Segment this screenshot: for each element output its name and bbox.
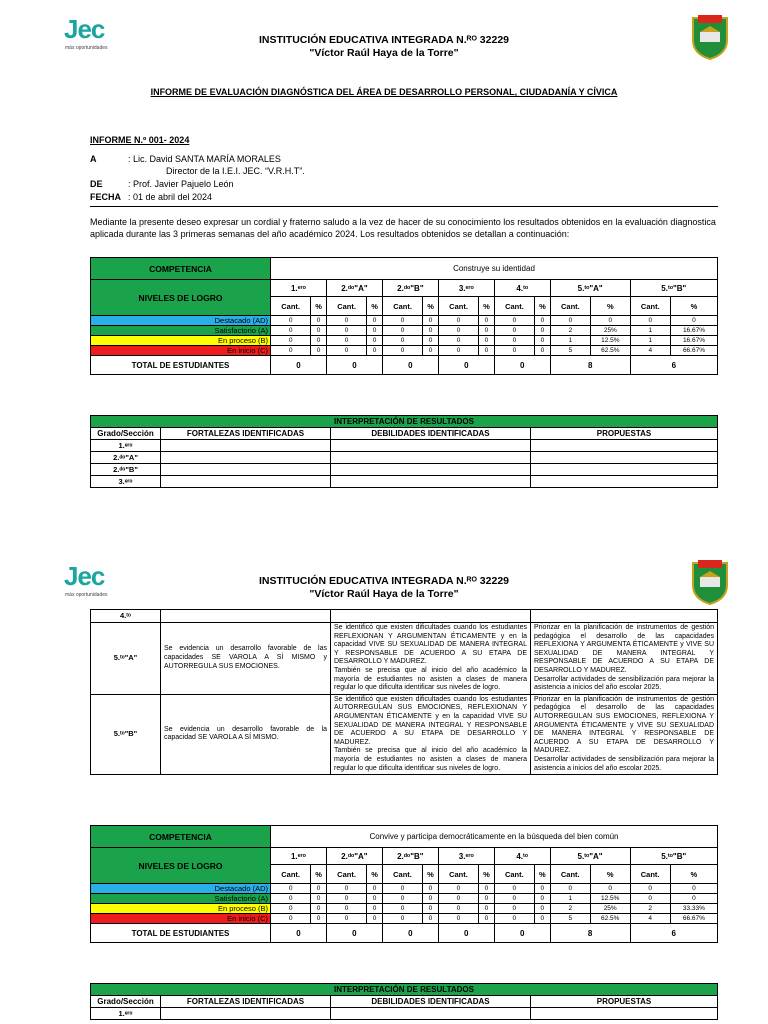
pct-header: %	[311, 297, 327, 316]
competence-label: COMPETENCIA	[91, 258, 271, 280]
grade-cell: 4.ᵗᵒ	[91, 610, 161, 623]
interpretation-table-1	[90, 415, 718, 488]
value-cell: 0	[367, 904, 383, 914]
cant-header: Cant.	[326, 297, 366, 316]
level-inicio: En inicio (C)	[91, 346, 271, 356]
level-row	[91, 316, 718, 326]
value-cell: 0	[311, 914, 327, 924]
pct-header: %	[423, 865, 439, 884]
value-cell: 0	[311, 316, 327, 326]
col-proposals: PROPUESTAS	[531, 428, 718, 440]
grade-header: 5.ᵗᵒ"A"	[550, 848, 630, 865]
value-cell: 1	[550, 336, 590, 346]
value-cell: 0	[382, 346, 422, 356]
grade-header: 5.ᵗᵒ"B"	[630, 280, 717, 297]
total-cell: 0	[326, 356, 382, 375]
interpretation-title: INTERPRETACIÓN DE RESULTADOS	[91, 984, 718, 996]
value-cell: 0	[311, 326, 327, 336]
value-cell: 0	[271, 914, 311, 924]
value-cell: 0	[423, 904, 439, 914]
cant-header: Cant.	[382, 865, 422, 884]
total-cell: 8	[550, 924, 630, 943]
value-cell: 0	[423, 336, 439, 346]
value-cell: 0	[438, 884, 478, 894]
jec-tagline: más oportunidades	[65, 592, 108, 598]
value-cell: 0	[494, 904, 534, 914]
value-cell: 0	[535, 336, 551, 346]
interpretation-title: INTERPRETACIÓN DE RESULTADOS	[91, 416, 718, 428]
value-cell: 0	[423, 316, 439, 326]
total-row	[91, 924, 718, 943]
grade-cell: 5.ᵗᵒ"B"	[91, 694, 161, 774]
value-cell: 2	[630, 904, 670, 914]
value-cell: 0	[438, 904, 478, 914]
cant-header: Cant.	[630, 297, 670, 316]
school-name: "Víctor Raúl Haya de la Torre"	[309, 588, 459, 600]
value-cell: 0	[534, 914, 550, 924]
value-cell: 0	[479, 914, 495, 924]
cant-header: Cant.	[494, 865, 534, 884]
grade-header: 2.ᵈᵒ"A"	[326, 280, 382, 297]
value-cell: 0	[535, 346, 551, 356]
value-cell: 0	[367, 326, 383, 336]
value-cell: 25%	[590, 904, 630, 914]
cant-header: Cant.	[271, 297, 311, 316]
grade-header: 2.ᵈᵒ"B"	[382, 280, 438, 297]
value-cell: 0	[590, 884, 630, 894]
level-destacado: Destacado (AD)	[91, 316, 271, 326]
pct-header: %	[311, 865, 327, 884]
level-row	[91, 894, 718, 904]
value-cell: 0	[271, 326, 311, 336]
level-satisfactorio: Satisfactorio (A)	[91, 326, 271, 336]
value-cell: 0	[479, 346, 495, 356]
level-inicio: En inicio (C)	[91, 914, 271, 924]
from-value: : Prof. Javier Pajuelo León	[128, 179, 234, 189]
value-cell: 16.67%	[670, 336, 717, 346]
results-table-2	[90, 825, 718, 943]
value-cell: 0	[494, 316, 534, 326]
value-cell: 0	[494, 346, 534, 356]
value-cell: 0	[494, 884, 534, 894]
value-cell: 0	[367, 894, 383, 904]
value-cell: 1	[630, 326, 670, 336]
value-cell: 0	[382, 884, 422, 894]
value-cell: 0	[423, 346, 439, 356]
value-cell: 0	[326, 336, 366, 346]
total-row	[91, 356, 718, 375]
date-value: : 01 de abril del 2024	[128, 192, 213, 202]
grade-header: 3.ᵉʳᵒ	[438, 848, 494, 865]
col-proposals: PROPUESTAS	[531, 996, 718, 1008]
pct-header: %	[479, 865, 495, 884]
value-cell: 0	[670, 884, 717, 894]
value-cell: 0	[550, 316, 590, 326]
pct-header: %	[591, 297, 631, 316]
grade-cell: 2.ᵈᵒ"B"	[91, 464, 161, 476]
value-cell: 0	[479, 904, 495, 914]
value-cell: 0	[423, 326, 439, 336]
value-cell: 0	[311, 336, 327, 346]
col-grade: Grado/Sección	[91, 428, 161, 440]
value-cell: 0	[535, 326, 551, 336]
value-cell: 0	[382, 914, 422, 924]
value-cell: 0	[326, 326, 366, 336]
jec-tagline: más oportunidades	[65, 45, 108, 51]
value-cell: 0	[535, 316, 551, 326]
value-cell: 0	[423, 884, 439, 894]
grade-cell: 1.ᵉʳᵒ	[91, 1008, 161, 1020]
value-cell: 0	[494, 914, 534, 924]
value-cell: 0	[326, 914, 366, 924]
value-cell: 0	[479, 326, 495, 336]
value-cell: 0	[630, 894, 670, 904]
value-cell: 0	[479, 336, 495, 346]
value-cell: 0	[326, 316, 366, 326]
value-cell: 16.67%	[670, 326, 717, 336]
value-cell: 62.5%	[591, 346, 631, 356]
cant-header: Cant.	[271, 865, 311, 884]
pct-header: %	[670, 297, 717, 316]
value-cell: 0	[382, 336, 422, 346]
value-cell: 0	[534, 894, 550, 904]
from-label: DE	[90, 179, 103, 189]
school-shield-icon	[690, 14, 730, 60]
col-strengths: FORTALEZAS IDENTIFICADAS	[161, 428, 331, 440]
value-cell: 0	[534, 904, 550, 914]
value-cell: 0	[479, 884, 495, 894]
value-cell: 0	[494, 336, 534, 346]
to-value: : Lic. David SANTA MARÍA MORALES	[128, 154, 281, 164]
grade-header: 2.ᵈᵒ"B"	[382, 848, 438, 865]
value-cell: 0	[382, 326, 422, 336]
weakness-5b: Se identificó que existen dificultades cuando los estudiantes AUTORREGULAN SUS EMOCIONES, REFLEXIONAN Y ARGUMENTAN ÉTICAMENTE y en la capacidad VIVE SU SEXUALIDAD DE MANERA INTEGRAL Y RESPONSABLE DE ACUERDO A SU ETAPA DE DESARROLLO Y MADUREZ. También se precisa que al inicio del año académico la mayoría de estudiantes no asisten a clases de manera regular lo que dificulta identificar sus niveles de logro.	[331, 694, 531, 774]
total-cell: 0	[438, 356, 494, 375]
value-cell: 0	[479, 894, 495, 904]
value-cell: 0	[311, 904, 327, 914]
value-cell: 25%	[591, 326, 631, 336]
interpretation-table-2	[90, 983, 718, 1020]
grade-header: 5.ᵗᵒ"A"	[550, 280, 630, 297]
value-cell: 0	[534, 884, 550, 894]
level-row	[91, 914, 718, 924]
level-satisfactorio: Satisfactorio (A)	[91, 894, 271, 904]
value-cell: 2	[550, 326, 590, 336]
grade-header: 1.ᵉʳᵒ	[271, 848, 327, 865]
value-cell: 0	[438, 914, 478, 924]
value-cell: 33.33%	[670, 904, 717, 914]
value-cell: 0	[438, 336, 478, 346]
cant-header: Cant.	[438, 297, 478, 316]
jec-logo: Jec	[64, 14, 105, 44]
col-weaknesses: DEBILIDADES IDENTIFICADAS	[331, 428, 531, 440]
cant-header: Cant.	[550, 865, 590, 884]
grade-header: 1.ᵉʳᵒ	[271, 280, 327, 297]
value-cell: 0	[382, 904, 422, 914]
grade-cell: 2.ᵈᵒ"A"	[91, 452, 161, 464]
col-weaknesses: DEBILIDADES IDENTIFICADAS	[331, 996, 531, 1008]
value-cell: 0	[271, 316, 311, 326]
competence-name: Construye su identidad	[271, 258, 718, 280]
total-cell: 0	[326, 924, 382, 943]
total-label: TOTAL DE ESTUDIANTES	[91, 924, 271, 943]
value-cell: 5	[550, 346, 590, 356]
value-cell: 0	[326, 904, 366, 914]
value-cell: 0	[438, 894, 478, 904]
header-2	[0, 555, 768, 610]
value-cell: 0	[311, 884, 327, 894]
cant-header: Cant.	[494, 297, 534, 316]
value-cell: 0	[326, 346, 366, 356]
cant-header: Cant.	[630, 865, 670, 884]
value-cell: 0	[479, 316, 495, 326]
grade-cell: 5.ᵗᵒ"A"	[91, 623, 161, 695]
total-cell: 6	[630, 924, 717, 943]
pct-header: %	[367, 297, 383, 316]
total-cell: 0	[382, 356, 438, 375]
level-proceso: En proceso (B)	[91, 336, 271, 346]
to-role: Director de la I.E.I. JEC. “V.R.H.T”.	[166, 166, 305, 176]
value-cell: 12.5%	[590, 894, 630, 904]
cant-header: Cant.	[438, 865, 478, 884]
institution-title: INSTITUCIÓN EDUCATIVA INTEGRADA N.ᴿᴼ 32229	[258, 575, 510, 587]
value-cell: 0	[271, 884, 311, 894]
cant-header: Cant.	[550, 297, 590, 316]
divider	[90, 206, 718, 207]
competence-name: Convive y participa democráticamente en la búsqueda del bien común	[271, 826, 718, 848]
competence-label: COMPETENCIA	[91, 826, 271, 848]
level-destacado: Destacado (AD)	[91, 884, 271, 894]
value-cell: 0	[271, 336, 311, 346]
value-cell: 0	[630, 884, 670, 894]
value-cell: 0	[271, 904, 311, 914]
level-row	[91, 884, 718, 894]
value-cell: 0	[382, 894, 422, 904]
total-label: TOTAL DE ESTUDIANTES	[91, 356, 271, 375]
report-number: INFORME N.º 001- 2024	[90, 135, 190, 145]
level-proceso: En proceso (B)	[91, 904, 271, 914]
value-cell: 4	[630, 914, 670, 924]
level-row	[91, 346, 718, 356]
value-cell: 0	[367, 316, 383, 326]
pct-header: %	[367, 865, 383, 884]
grade-cell: 3.ᵉʳᵒ	[91, 476, 161, 488]
results-table-1	[90, 257, 718, 375]
header-1	[0, 0, 768, 70]
jec-logo: Jec	[64, 561, 105, 591]
pct-header: %	[535, 297, 551, 316]
col-strengths: FORTALEZAS IDENTIFICADAS	[161, 996, 331, 1008]
total-cell: 8	[550, 356, 630, 375]
value-cell: 62.5%	[590, 914, 630, 924]
value-cell: 0	[438, 346, 478, 356]
value-cell: 0	[326, 894, 366, 904]
value-cell: 0	[367, 346, 383, 356]
grade-header: 4.ᵗᵒ	[494, 280, 550, 297]
level-row	[91, 904, 718, 914]
value-cell: 0	[438, 316, 478, 326]
value-cell: 0	[367, 884, 383, 894]
total-cell: 0	[271, 356, 327, 375]
pct-header: %	[479, 297, 495, 316]
proposal-5a: Priorizar en la planificación de instrumentos de gestión pedagógica el desarrollo de las capacidades REFLEXIONA Y ARGUMENTA ÉTICAMENTE y VIVE SU SEXUALIDAD DE MANERA INTEGRAL Y RESPONSABLE DE ACUERDO A SU ETAPA DE DESARROLLO Y MADUREZ. Desarrollar actividades de sensibilización para mejorar la asistencia a inicios del año escolar 2025.	[531, 623, 718, 695]
strength-5a: Se evidencia un desarrollo favorable de las capacidades SE VAROLA A SÍ MISMO y AUTORREGULA SUS EMOCIONES.	[161, 623, 331, 695]
levels-label: NIVELES DE LOGRO	[91, 280, 271, 316]
level-row	[91, 336, 718, 346]
value-cell: 0	[423, 894, 439, 904]
value-cell: 0	[438, 326, 478, 336]
value-cell: 0	[271, 894, 311, 904]
value-cell: 0	[367, 336, 383, 346]
value-cell: 1	[630, 336, 670, 346]
value-cell: 0	[494, 894, 534, 904]
value-cell: 2	[550, 904, 590, 914]
total-cell: 6	[630, 356, 717, 375]
value-cell: 0	[311, 346, 327, 356]
date-label: FECHA	[90, 192, 121, 202]
grade-header: 2.ᵈᵒ"A"	[326, 848, 382, 865]
value-cell: 0	[326, 884, 366, 894]
value-cell: 0	[311, 894, 327, 904]
value-cell: 0	[550, 884, 590, 894]
value-cell: 0	[670, 316, 717, 326]
value-cell: 0	[423, 914, 439, 924]
cant-header: Cant.	[326, 865, 366, 884]
value-cell: 0	[271, 346, 311, 356]
grade-header: 5.ᵗᵒ"B"	[630, 848, 717, 865]
school-shield-icon	[690, 559, 730, 605]
value-cell: 0	[382, 316, 422, 326]
pct-header: %	[670, 865, 717, 884]
value-cell: 5	[550, 914, 590, 924]
school-name: "Víctor Raúl Haya de la Torre"	[309, 47, 459, 59]
value-cell: 0	[494, 326, 534, 336]
total-cell: 0	[382, 924, 438, 943]
pct-header: %	[590, 865, 630, 884]
grade-header: 4.ᵗᵒ	[494, 848, 550, 865]
interpretation-continuation	[90, 609, 718, 775]
report-title: INFORME DE EVALUACIÓN DIAGNÓSTICA DEL ÁREA DE DESARROLLO PERSONAL, CIUDADANÍA Y CÍVICA	[150, 87, 618, 97]
weakness-5a: Se identificó que existen dificultades cuando los estudiantes REFLEXIONAN Y ARGUMENTAN ÉTICAMENTE y en la capacidad VIVE SU SEXUALIDAD DE MANERA INTEGRAL Y RESPONSABLE DE ACUERDO A SU ETAPA DE DESARROLLO Y MADUREZ. También se precisa que al inicio del año académico la mayoría de estudiantes no asisten a clases de manera regular lo que dificulta identificar sus niveles de logro.	[331, 623, 531, 695]
pct-header: %	[534, 865, 550, 884]
proposal-5b: Priorizar en la planificación de instrumentos de gestión pedagógica el desarrollo de las capacidades AUTORREGULAN SUS EMOCIONES, REFLEXIONA Y ARGUMENTA ÉTICAMENTE y VIVE SU SEXUALIDAD DE MANERA INTEGRAL Y RESPONSABLE DE ACUERDO A SU ETAPA DE DESARROLLO Y MADUREZ. Desarrollar actividades de sensibilización para mejorar la asistencia a inicios del año escolar 2025.	[531, 694, 718, 774]
intro-paragraph: Mediante la presente deseo expresar un cordial y fraterno saludo a la vez de hacer de su conocimiento los resultados obtenidos en la evaluación diagnostica aplicada durante las 3 primeras semanas del año académico 2024. Los resultados obtenidos se detallan a continuación:	[90, 217, 716, 239]
levels-label: NIVELES DE LOGRO	[91, 848, 271, 884]
col-grade: Grado/Sección	[91, 996, 161, 1008]
value-cell: 0	[591, 316, 631, 326]
value-cell: 1	[550, 894, 590, 904]
total-cell: 0	[271, 924, 327, 943]
value-cell: 0	[670, 894, 717, 904]
value-cell: 66.67%	[670, 346, 717, 356]
strength-5b: Se evidencia un desarrollo favorable de la capacidad SE VAROLA A SÍ MISMO.	[161, 694, 331, 774]
value-cell: 0	[630, 316, 670, 326]
institution-title: INSTITUCIÓN EDUCATIVA INTEGRADA N.ᴿᴼ 32229	[258, 34, 510, 46]
value-cell: 12.5%	[591, 336, 631, 346]
level-row	[91, 326, 718, 336]
total-cell: 0	[494, 924, 550, 943]
value-cell: 66.67%	[670, 914, 717, 924]
cant-header: Cant.	[382, 297, 422, 316]
to-label: A	[90, 154, 97, 164]
value-cell: 0	[367, 914, 383, 924]
value-cell: 4	[630, 346, 670, 356]
grade-cell: 1.ᵉʳᵒ	[91, 440, 161, 452]
grade-header: 3.ᵉʳᵒ	[438, 280, 494, 297]
total-cell: 0	[438, 924, 494, 943]
pct-header: %	[423, 297, 439, 316]
total-cell: 0	[494, 356, 550, 375]
